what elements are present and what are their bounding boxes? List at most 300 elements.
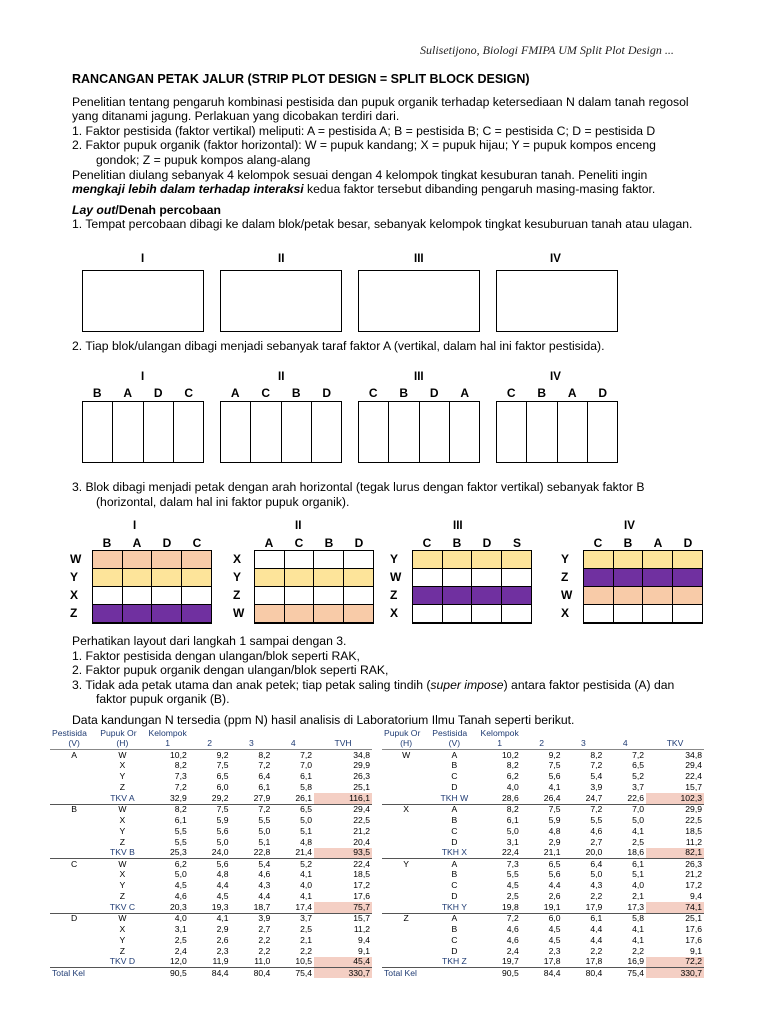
right-table-cell: 7,5 (548, 760, 561, 771)
right-table-subtotal-row (382, 902, 704, 913)
right-table-header-cell: 3 (563, 739, 605, 750)
right-table-cell: 7,0 (632, 804, 645, 815)
right-table-cell: 20,0 (563, 848, 605, 859)
step2-col-label: D (322, 386, 332, 400)
step3-plot-cell (152, 605, 182, 623)
step2-col-label: C (368, 386, 378, 400)
replication-text-c: kedua faktor tersebut dibanding pengaruh masing-masing faktor. (303, 182, 656, 197)
right-table-cell: 16,9 (604, 957, 646, 968)
left-table-cell: TKV A (98, 793, 146, 804)
step3-plot-cell (443, 587, 473, 605)
right-table-cell: 6,2 (506, 771, 519, 782)
right-table-cell: W (402, 749, 411, 760)
right-table-cell (382, 946, 430, 957)
block-3 (358, 270, 480, 332)
left-table-cell: 116,1 (314, 793, 372, 804)
left-table-data-row (50, 804, 372, 815)
left-table-header-cell (272, 728, 314, 739)
right-table-cell: 24,7 (563, 793, 605, 804)
left-table-cell: 7,2 (258, 760, 271, 771)
right-table-cell: 29,4 (685, 760, 702, 771)
left-table-cell: 27,9 (231, 793, 273, 804)
step3-plot-cell (502, 551, 532, 569)
step3-row-label: X (233, 552, 242, 566)
left-table-cell: 9,4 (358, 934, 370, 945)
step3-plot-cell (152, 587, 182, 605)
right-table-cell: 4,5 (548, 923, 561, 934)
right-table-cell: 7,2 (590, 760, 603, 771)
step2-subplot (113, 402, 143, 462)
right-table-cell: 6,5 (548, 858, 561, 869)
left-table-subtotal-row (50, 957, 372, 968)
right-table-subtotal-row (382, 848, 704, 859)
left-table-data-row (50, 859, 372, 870)
left-table-data-row (50, 880, 372, 891)
step3-plot-cell (643, 587, 673, 605)
step3-plot-cell (472, 551, 502, 569)
step2-col-labels-1 (82, 386, 204, 400)
step3-plot-cell (413, 587, 443, 605)
left-table-header-cell (189, 728, 231, 739)
left-table-cell: D (71, 913, 78, 924)
left-table-cell: 9,1 (358, 945, 370, 956)
left-table-cell: 18,5 (353, 869, 370, 880)
left-table-cell: 26,3 (353, 771, 370, 782)
left-table-cell: 18,7 (231, 902, 273, 913)
left-table-cell: A (71, 749, 77, 760)
step3-plot-cell (673, 605, 703, 623)
left-table-cell: 2,4 (174, 945, 187, 956)
right-table-cell: 3,9 (590, 782, 603, 793)
left-table-cell: 17,2 (353, 880, 370, 891)
step3-plot-cell (152, 551, 182, 569)
step3-col-label: B (324, 536, 334, 550)
left-table-cell: 80,4 (231, 968, 273, 979)
step2-col-labels-4 (496, 386, 618, 400)
step3-plot-cell (93, 605, 123, 623)
step3-plot-cell (584, 569, 614, 587)
step3-plot-cell (584, 587, 614, 605)
note-2: 2. Faktor pupuk organik dengan ulangan/blok seperti RAK, (72, 663, 389, 678)
step3-plot-cell (584, 605, 614, 623)
step3-plot-cell (673, 551, 703, 569)
left-table-cell (50, 957, 98, 968)
left-table-cell: 6,5 (300, 804, 313, 815)
right-table-cell: 4,6 (506, 934, 519, 945)
right-table-cell: 4,1 (632, 934, 645, 945)
step3-col-label: B (623, 536, 633, 550)
right-table-cell: 102,3 (646, 793, 704, 804)
step3-col-label: S (512, 536, 521, 550)
left-table-cell: 5,8 (300, 782, 313, 793)
left-table-cell: 10,5 (272, 957, 314, 968)
right-table-data-row (382, 880, 704, 891)
right-table-cell: 9,2 (548, 749, 561, 760)
right-table-cell: 4,8 (548, 825, 561, 836)
step3-plot-cell (314, 551, 344, 569)
right-table-cell: 5,6 (548, 771, 561, 782)
factor-2-text: 2. Faktor pupuk organik (faktor horizontal): W = pupuk kandang; X = pupuk hijau; Y = pupuk kompos enceng gondok; Z = pupuk kompos alang-alang (72, 138, 656, 167)
left-table-cell: 90,5 (147, 968, 189, 979)
right-table-data-row (382, 924, 704, 935)
right-table-cell: 82,1 (646, 848, 704, 859)
step3-plot-cell (285, 569, 315, 587)
step2-subplot (497, 402, 527, 462)
right-table-cell: 5,2 (632, 771, 645, 782)
right-table-cell: TKH Z (430, 957, 478, 968)
step2-subplot (588, 402, 617, 462)
left-table-cell: 10,2 (170, 749, 187, 760)
right-table-cell (382, 870, 430, 881)
right-table-data-row (382, 761, 704, 772)
step2-col-labels-3 (358, 386, 480, 400)
left-table-cell (50, 880, 98, 891)
left-table-cell: 5,0 (174, 869, 187, 880)
left-table-cell: 7,5 (216, 760, 229, 771)
step3-row-labels-1 (70, 550, 81, 622)
step2-subplot (420, 402, 450, 462)
left-table-cell: 2,1 (300, 934, 313, 945)
step3-plot-cell (413, 551, 443, 569)
right-table-header-cell: 4 (604, 739, 646, 750)
right-table-cell: 4,6 (590, 825, 603, 836)
step2-block-label-2: II (278, 371, 285, 383)
right-table-cell: 7,3 (506, 858, 519, 869)
left-table-cell: 3,7 (300, 913, 313, 924)
left-table-data-row (50, 935, 372, 946)
left-table-cell: Total Kel (50, 968, 98, 979)
step3-col-labels-1 (92, 536, 212, 550)
left-table-cell: 25,3 (147, 848, 189, 859)
left-table-cell (50, 793, 98, 804)
step3-plot-cell (285, 605, 315, 623)
step2-col-label: D (429, 386, 439, 400)
left-table-cell: W (118, 804, 127, 815)
step3-row-label: Y (233, 570, 242, 584)
right-table-cell: 21,2 (685, 869, 702, 880)
right-table-data-row (382, 815, 704, 826)
left-table-cell: 6,4 (258, 771, 271, 782)
left-table-cell: X (119, 760, 126, 771)
right-table-cell: B (451, 923, 458, 934)
right-table-cell (382, 782, 430, 793)
block-label-1: I (141, 253, 145, 265)
right-table-cell: 19,8 (479, 902, 521, 913)
step3-row-label: W (561, 588, 573, 602)
step2-col-label: B (399, 386, 409, 400)
right-table-data-row (382, 772, 704, 783)
left-table-cell: TKV D (98, 957, 146, 968)
left-table-cell (50, 946, 98, 957)
left-table-cell: 5,6 (216, 858, 229, 869)
left-table-cell: 84,4 (189, 968, 231, 979)
right-table-cell (382, 935, 430, 946)
step3-col-label: C (422, 536, 432, 550)
right-table-cell: 4,1 (548, 782, 561, 793)
left-table-data-row (50, 946, 372, 957)
step3-block-3 (412, 550, 532, 624)
step3-col-labels-4 (583, 536, 703, 550)
running-header: Sulisetijono, Biologi FMIPA UM Split Plot Design ... (420, 43, 674, 57)
step2-subplot (221, 402, 251, 462)
right-table-cell: 5,0 (590, 869, 603, 880)
block-4 (496, 270, 618, 332)
left-table-cell: 29,9 (353, 760, 370, 771)
step3-col-label: D (162, 536, 172, 550)
right-table-cell: C (451, 934, 458, 945)
right-table-cell: 19,7 (479, 957, 521, 968)
left-table-cell: 4,6 (174, 891, 187, 902)
right-table-cell: 26,4 (521, 793, 563, 804)
right-table-data-row (382, 826, 704, 837)
right-table-data-row (382, 935, 704, 946)
left-table-cell: 5,4 (258, 858, 271, 869)
right-table-cell: 4,0 (632, 880, 645, 891)
left-table-cell: 5,1 (300, 825, 313, 836)
step3-plot-cell (182, 569, 212, 587)
left-table-cell: 45,4 (314, 957, 372, 968)
left-table-cell: 3,9 (258, 913, 271, 924)
left-table-cell: 2,2 (258, 945, 271, 956)
left-table-cell: 4,3 (258, 880, 271, 891)
step2-col-label: C (184, 386, 194, 400)
left-table-cell: X (119, 923, 126, 934)
step2-subplot (83, 402, 113, 462)
left-table-cell (50, 924, 98, 935)
note-3-italic: super impose (430, 677, 504, 692)
right-table-cell: D (451, 782, 458, 793)
step3-plot-cell (584, 551, 614, 569)
step3-plot-cell (643, 569, 673, 587)
right-table-cell: 18,6 (604, 848, 646, 859)
step2-col-label: B (92, 386, 102, 400)
right-table-cell: 6,1 (632, 858, 645, 869)
step3-plot-cell (314, 587, 344, 605)
step3-plot-cell (182, 551, 212, 569)
left-table-cell: Y (119, 934, 126, 945)
right-table-cell: 6,1 (590, 913, 603, 924)
data-table-by-pesticide (50, 728, 372, 978)
right-table-cell: 2,6 (548, 891, 561, 902)
left-table-cell (50, 815, 98, 826)
step3-plot-cell (93, 551, 123, 569)
left-table-cell: 2,6 (216, 934, 229, 945)
right-table-cell: 21,1 (521, 848, 563, 859)
left-table-cell: 5,0 (300, 814, 313, 825)
left-table-cell: 4,0 (300, 880, 313, 891)
right-table-cell: 2,9 (548, 836, 561, 847)
step2-subplot (251, 402, 281, 462)
left-table-header-cell: Pestisida (52, 727, 87, 738)
step3-row-label: Y (561, 552, 570, 566)
left-table-data-row (50, 891, 372, 902)
step3-col-label: A (132, 536, 142, 550)
left-table-data-row (50, 826, 372, 837)
left-table-cell: 26,1 (272, 793, 314, 804)
step3-plot-cell (614, 587, 644, 605)
right-table-cell (382, 826, 430, 837)
right-table-cell: TKH Y (430, 902, 478, 913)
left-table-cell: 22,5 (353, 814, 370, 825)
step3-plot-cell (344, 605, 374, 623)
right-table-header-cell (521, 728, 563, 739)
left-table-cell: 7,2 (258, 804, 271, 815)
step2-col-label: B (537, 386, 547, 400)
step3-plot-cell (502, 569, 532, 587)
factor-1-text: 1. Faktor pestisida (faktor vertikal) meliputi: A = pestisida A; B = pestisida B; C = pestisida C; D = pestisida D (72, 123, 656, 138)
step2-col-label: A (123, 386, 133, 400)
step2-col-label: D (153, 386, 163, 400)
step2-block-4 (496, 401, 618, 463)
block-1 (82, 270, 204, 332)
left-table-cell: 5,6 (216, 825, 229, 836)
step-3-text: 3. Blok dibagi menjadi petak dengan arah horizontal (tegak lurus dengan faktor vertikal) sebanyak faktor B (horizontal, dalam hal ini faktor pupuk organik). (72, 480, 645, 509)
right-table-cell: 4,3 (590, 880, 603, 891)
right-table-cell: 3,7 (632, 782, 645, 793)
right-table-cell: 22,4 (685, 771, 702, 782)
right-table-cell: 22,6 (604, 793, 646, 804)
replication-text-a: Penelitian diulang sebanyak 4 kelompok sesuai dengan 4 kelompok tingkat kesuburan tanah. Peneliti ingin (72, 167, 648, 182)
right-table-cell (382, 891, 430, 902)
left-table-cell: 22,8 (231, 848, 273, 859)
step2-subplot (282, 402, 312, 462)
left-table-cell: 11,9 (189, 957, 231, 968)
right-table-cell (382, 772, 430, 783)
step3-row-label: Y (70, 570, 79, 584)
right-table-cell: 6,4 (590, 858, 603, 869)
right-table-cell: 17,6 (685, 934, 702, 945)
right-table-cell: 6,1 (506, 814, 519, 825)
left-table-cell: 8,2 (174, 760, 187, 771)
right-table-cell: X (403, 804, 409, 815)
left-table-cell: W (118, 913, 127, 924)
step3-plot-cell (502, 605, 532, 623)
right-table-cell (382, 902, 430, 913)
step3-plot-cell (443, 605, 473, 623)
right-table-grand-total-row (382, 968, 704, 979)
step2-col-label: C (261, 386, 271, 400)
left-table-cell: 21,2 (353, 825, 370, 836)
left-table-cell: 6,1 (300, 771, 313, 782)
notes-section (72, 634, 702, 728)
left-table-header-cell: 3 (231, 739, 273, 750)
right-table-cell: 80,4 (563, 968, 605, 979)
left-table-cell: 24,0 (189, 848, 231, 859)
layout-heading (72, 203, 702, 218)
step2-col-label: A (567, 386, 577, 400)
step3-block-label-1: I (133, 520, 137, 532)
note-1: 1. Faktor pestisida dengan ulangan/blok seperti RAK, (72, 648, 360, 663)
left-table-cell: 3,1 (174, 923, 187, 934)
step3-plot-cell (152, 569, 182, 587)
step3-plot-cell (413, 605, 443, 623)
left-table-cell: 4,1 (216, 913, 229, 924)
step3-block-2 (254, 550, 374, 624)
left-table-header-row-2 (50, 739, 372, 750)
step2-block-3 (358, 401, 480, 463)
step3-row-labels-4 (561, 550, 572, 622)
left-table-cell: 75,4 (272, 968, 314, 979)
left-table-cell: 4,5 (174, 880, 187, 891)
left-table-cell: 2,7 (258, 923, 271, 934)
step3-block-4 (583, 550, 703, 624)
left-table-cell: 22,4 (353, 858, 370, 869)
step2-col-label: A (230, 386, 240, 400)
step3-plot-cell (614, 551, 644, 569)
notes-intro: Perhatikan layout dari langkah 1 sampai dengan 3. (72, 634, 347, 648)
right-table-cell: B (451, 814, 458, 825)
right-table-cell: 7,5 (548, 804, 561, 815)
right-table-cell (382, 957, 430, 968)
step3-col-label: D (683, 536, 693, 550)
right-table-cell: 5,8 (632, 913, 645, 924)
left-table-header-cell: (V) (50, 739, 98, 750)
right-table-cell: D (451, 945, 458, 956)
right-table-cell: 6,5 (632, 760, 645, 771)
left-table-cell: 8,2 (258, 749, 271, 760)
step3-block-1 (92, 550, 212, 624)
right-table-data-row (382, 946, 704, 957)
right-table-data-row (382, 870, 704, 881)
right-table-cell: 5,5 (506, 869, 519, 880)
left-table-cell: Y (119, 880, 126, 891)
right-table-cell: 8,2 (506, 760, 519, 771)
left-table-cell: 6,5 (216, 771, 229, 782)
step3-plot-cell (285, 587, 315, 605)
left-table-data-row (50, 913, 372, 924)
left-table-cell: 6,2 (174, 858, 187, 869)
right-table-cell: B (451, 760, 458, 771)
left-table-cell: 7,2 (174, 782, 187, 793)
right-table-cell: 17,6 (685, 923, 702, 934)
step3-plot-cell (344, 551, 374, 569)
right-table-cell: 19,1 (521, 902, 563, 913)
left-table-cell: 2,2 (300, 945, 313, 956)
right-table-cell: D (451, 891, 458, 902)
right-table-cell: 6,0 (548, 913, 561, 924)
right-table-cell (382, 815, 430, 826)
right-table-cell: 9,4 (690, 891, 702, 902)
right-table-cell: Total Kel (382, 968, 430, 979)
left-table-cell: 5,2 (300, 858, 313, 869)
right-table-cell: 17,2 (685, 880, 702, 891)
step3-plot-cell (344, 587, 374, 605)
block-label-2: II (278, 253, 285, 265)
left-table-cell: 5,9 (216, 814, 229, 825)
left-table-cell: 5,0 (216, 836, 229, 847)
right-table-cell: 11,2 (685, 836, 702, 847)
left-table-cell: 93,5 (314, 848, 372, 859)
step3-plot-cell (182, 605, 212, 623)
step3-plot-cell (643, 605, 673, 623)
left-table-data-row (50, 750, 372, 761)
right-table-cell: 4,5 (506, 880, 519, 891)
step3-block-label-4: IV (624, 520, 635, 532)
left-table-cell (50, 870, 98, 881)
right-table-cell (430, 968, 478, 979)
left-table-cell: 7,0 (300, 760, 313, 771)
step3-row-label: Z (390, 588, 398, 602)
left-table-cell: W (118, 858, 127, 869)
right-table-cell: 5,0 (506, 825, 519, 836)
left-table-cell: 4,6 (258, 869, 271, 880)
step3-col-label: C (593, 536, 603, 550)
right-table-subtotal-row (382, 957, 704, 968)
intro-paragraph: Penelitian tentang pengaruh kombinasi pestisida dan pupuk organik terhadap ketersediaan N dalam tanah regosol yang ditanami jagung. Perlakuan yang dicobakan terdiri dari. (72, 94, 689, 124)
right-table-cell: 7,2 (506, 913, 519, 924)
step3-plot-cell (443, 569, 473, 587)
left-table-cell: X (119, 869, 126, 880)
